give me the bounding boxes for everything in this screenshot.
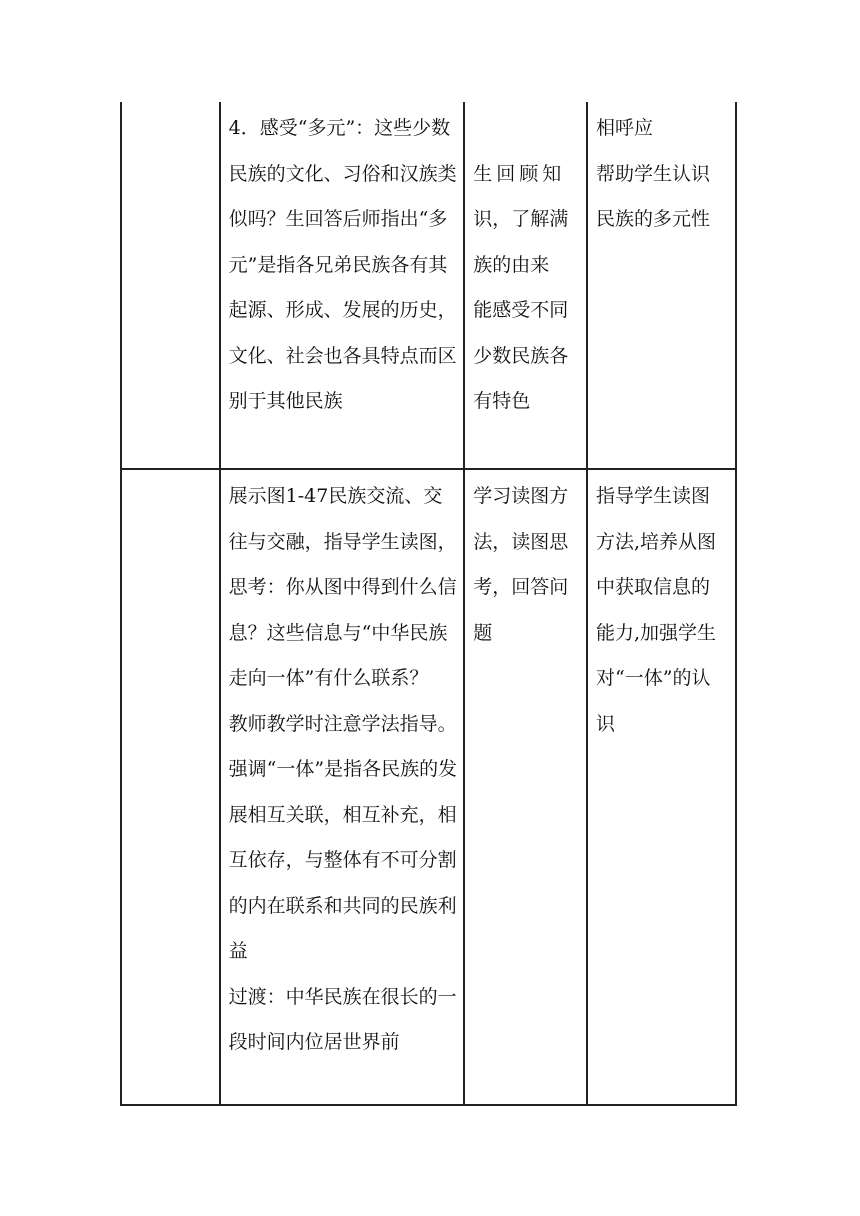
teacher-activity-paragraph-1: 展示图1-47民族交流、交往与交融，指导学生读图，思考：你从图中得到什么信息？这些信息与“中华民族走向一体”有什么联系？: [228, 485, 457, 689]
student-activity-text-2: 能感受不同少数民族各有特色: [473, 299, 569, 412]
design-intent-cell: [587, 102, 736, 469]
table-row: [121, 469, 736, 1105]
cell-spacer: [473, 106, 580, 152]
student-activity-text: 学习读图方法，读图思考，回答问题: [473, 485, 569, 644]
student-activity-cell: [464, 469, 587, 1105]
design-intent-text: 帮助学生认识民族的多元性: [596, 162, 711, 230]
design-intent-cell: [587, 469, 736, 1105]
table-row: [121, 102, 736, 469]
teacher-activity-paragraph-2: 教师教学时注意学法指导。强调“一体”是指各民族的发展相互关联，相互补充，相互依存，与整体有不可分割的内在联系和共同的民族利益: [228, 712, 458, 962]
design-intent-text: 指导学生读图方法,培养从图中获取信息的能力,加强学生对“一体”的认识: [596, 485, 717, 735]
student-activity-cell: [464, 102, 587, 469]
section-cell: [121, 102, 220, 469]
teacher-activity-cell: [220, 102, 465, 469]
teacher-activity-paragraph-3: 过渡：中华民族在很长的一段时间内位居世界前: [228, 985, 457, 1053]
teacher-activity-text: 4．感受“多元”：这些少数民族的文化、习俗和汉族类似吗？生回答后师指出“多元”是指各兄弟民族各有其起源、形成、发展的历史，文化、社会也各具特点而区别于其他民族: [228, 117, 457, 412]
section-cell: [121, 469, 220, 1105]
student-activity-line: 生回顾知: [473, 162, 566, 185]
lesson-plan-table: [120, 102, 737, 1106]
design-intent-line: 相呼应: [596, 117, 654, 139]
student-activity-text: 识，了解满族的由来: [473, 208, 569, 276]
teacher-activity-cell: [220, 469, 465, 1105]
